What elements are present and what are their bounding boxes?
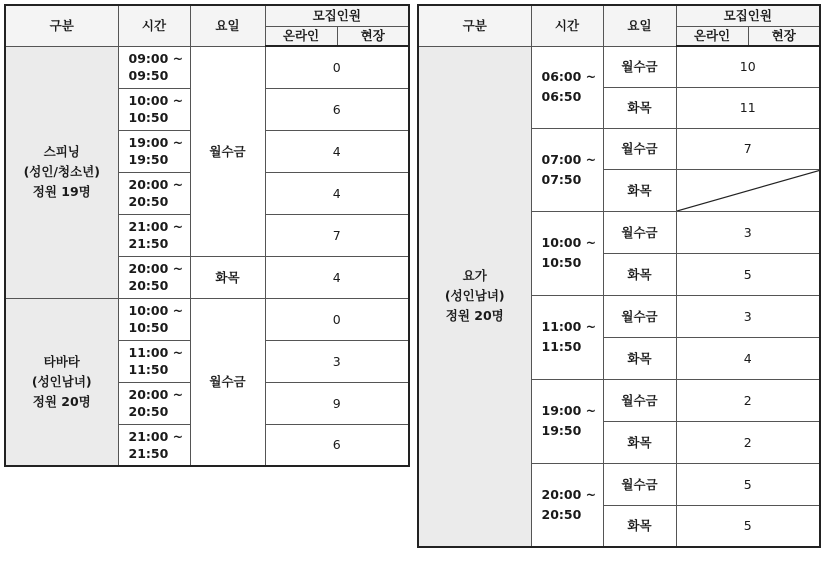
header-time: 시간 [118,5,190,46]
count-cell: 0 [265,46,409,88]
time-cell: 20:00 ~ 20:50 [118,256,190,298]
days-cell: 화목 [603,337,676,379]
header-online: 온라인 [265,26,337,46]
days-cell: 화목 [603,253,676,295]
days-cell: 화목 [190,256,265,298]
time-cell: 19:00 ~ 19:50 [531,379,603,463]
count-cell: 3 [676,295,820,337]
time-cell: 20:00 ~ 20:50 [118,172,190,214]
time-cell: 19:00 ~ 19:50 [118,130,190,172]
days-cell: 월수금 [190,46,265,256]
time-cell: 20:00 ~ 20:50 [531,463,603,547]
category-tabata-label: 타바타 (성인남녀) 정원 20명 [31,353,92,409]
count-cell: 2 [676,421,820,463]
header-category: 구분 [418,5,531,46]
category-spinning-label: 스피닝 (성인/청소년) 정원 19명 [23,144,100,199]
days-cell: 월수금 [603,46,676,87]
time-cell: 21:00 ~ 21:50 [118,214,190,256]
count-cell: 6 [265,424,409,466]
header-days: 요일 [190,5,265,46]
days-cell: 화목 [603,505,676,547]
days-cell: 월수금 [603,295,676,337]
time-cell: 10:00 ~ 10:50 [531,211,603,295]
category-yoga-label: 요가 (성인남녀) 정원 20명 [444,268,505,324]
time-cell: 10:00 ~ 10:50 [118,298,190,340]
count-cell: 4 [265,172,409,214]
days-cell: 월수금 [603,463,676,505]
days-cell: 화목 [603,87,676,128]
count-cell: 6 [265,88,409,130]
days-cell: 월수금 [603,128,676,169]
header-days: 요일 [603,5,676,46]
time-cell: 20:00 ~ 20:50 [118,382,190,424]
time-cell: 11:00 ~ 11:50 [118,340,190,382]
count-cell: 5 [676,505,820,547]
spinning-tabata-schedule-table [4,4,410,467]
count-cell: 10 [676,46,820,87]
header-recruit: 모집인원 [265,5,409,26]
count-cell: 0 [265,298,409,340]
count-cell: 4 [265,130,409,172]
count-cell: 3 [676,211,820,253]
count-cell: 7 [265,214,409,256]
count-cell: 5 [676,253,820,295]
category-tabata [5,298,118,466]
count-cell: 4 [676,337,820,379]
header-category: 구분 [5,5,118,46]
days-cell: 월수금 [603,379,676,421]
header-onsite: 현장 [748,26,820,46]
days-cell: 화목 [603,421,676,463]
count-cell: 3 [265,340,409,382]
count-cell: 2 [676,379,820,421]
count-cell: 7 [676,128,820,169]
time-cell: 06:00 ~ 06:50 [531,46,603,128]
yoga-schedule-table [417,4,821,548]
time-cell: 07:00 ~ 07:50 [531,128,603,211]
empty-slash-cell [676,169,820,211]
category-spinning [5,46,118,298]
time-cell: 10:00 ~ 10:50 [118,88,190,130]
count-cell: 11 [676,87,820,128]
category-yoga [418,46,531,547]
header-onsite: 현장 [337,26,409,46]
header-recruit: 모집인원 [676,5,820,26]
days-cell: 월수금 [190,298,265,466]
count-cell: 4 [265,256,409,298]
days-cell: 월수금 [603,211,676,253]
time-cell: 09:00 ~ 09:50 [118,46,190,88]
time-cell: 21:00 ~ 21:50 [118,424,190,466]
header-time: 시간 [531,5,603,46]
time-cell: 11:00 ~ 11:50 [531,295,603,379]
count-cell: 9 [265,382,409,424]
days-cell: 화목 [603,169,676,211]
diagonal-slash [677,170,821,211]
header-online: 온라인 [676,26,748,46]
count-cell: 5 [676,463,820,505]
